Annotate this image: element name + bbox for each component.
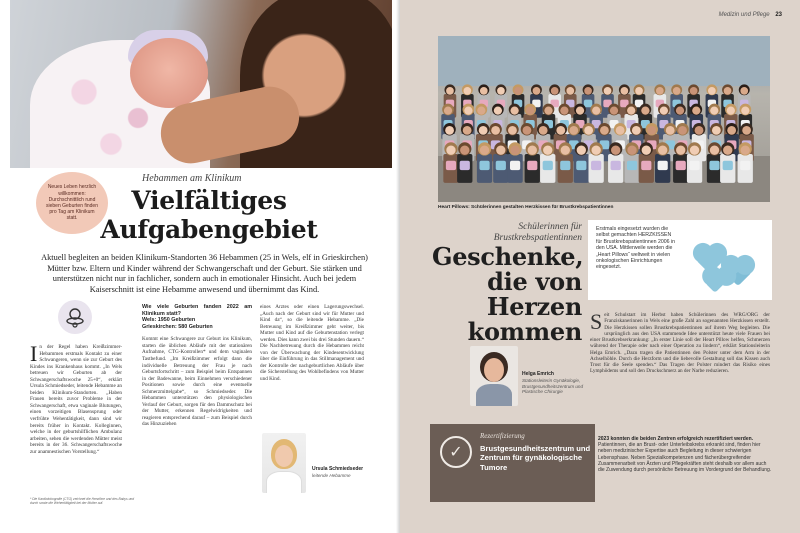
- student-face: [610, 107, 618, 115]
- student-face: [584, 126, 593, 135]
- heart-pillow: [641, 161, 651, 170]
- portrait-photo: [262, 433, 306, 493]
- cert-title: Brustgesundheitszentrum und Zentrum für gynäkologische Tumore: [480, 444, 591, 472]
- heart-pillow: [584, 100, 592, 108]
- student-face: [611, 146, 620, 155]
- portrait-photo-right: [470, 346, 518, 406]
- student-face: [741, 107, 749, 115]
- student-face: [708, 87, 716, 95]
- student-face: [569, 126, 578, 135]
- mother-newborn-photo: [10, 0, 392, 168]
- student-face: [695, 126, 704, 135]
- student-face: [627, 107, 635, 115]
- student-face: [539, 126, 548, 135]
- student-face: [710, 107, 718, 115]
- student-face: [523, 126, 532, 135]
- students-group-illustration: [438, 36, 770, 202]
- student-face: [723, 146, 732, 155]
- student-face: [627, 146, 636, 155]
- student-face: [508, 126, 517, 135]
- births-wels: Wels: 1950 Geburten: [142, 317, 196, 324]
- student-face: [479, 126, 488, 135]
- heart-pillow: [460, 161, 470, 170]
- student-face: [642, 146, 651, 155]
- article-kicker-right: Schülerinnen für Brustkrebspatientinnen: [493, 222, 582, 243]
- student-face: [528, 146, 537, 155]
- heart-pillow: [479, 161, 489, 170]
- cert-kicker: Rezertifizierung: [480, 432, 525, 440]
- student-face: [621, 87, 629, 95]
- article-kicker: Hebammen am Klinikum: [142, 173, 242, 184]
- student-face: [496, 146, 505, 155]
- student-face: [510, 107, 518, 115]
- student-face: [690, 87, 698, 95]
- student-face: [604, 87, 612, 95]
- infobox-text: Erstmals eingesetzt wurden die selbst gemachten HERZKISSEN für Brustkrebspatientinnen 2006 in den USA. Mittlerweile werden die „Heart Pillows“ weltweit in vielen onkologischen Einrichtungen eingesetzt.: [596, 226, 676, 271]
- heart-pillow-infobox: [588, 220, 772, 300]
- student-face: [446, 87, 454, 95]
- pacifier-icon: [58, 300, 92, 334]
- heart-pillow-icon: [705, 273, 725, 293]
- student-face: [676, 107, 684, 115]
- student-face: [658, 146, 667, 155]
- student-face: [692, 107, 700, 115]
- column-1-text: n der Regel haben Kreißzimmer-Hebammen erstmals Kontakt zu einer Schwangeren, wenn sie zur Geburt des Kindes ins Krankenhaus kommt. „In Wels betreuen wir Geburten ab der Schwangerschaftswoche 25+0“, erklärt Ursula Schmiedseder, leitende Hebamme an beiden Klinikum-Standorten. „Haben Frauen bereits zuvor Probleme in der Schwangerschaft, etwa vaginale Blutungen, einen vorzeitigen Blasensprung oder verfrühte Wehentätigkeit, dann sind wir bereits früher in Kontakt. Kolleginnen, welche in der geburtshilflichen Ambulanz arbeiten, sehen die werdenden Mütter meist bereits in der 36. Schwangerschaftswoche zur anamnestischen Vorstellung.“: [30, 344, 122, 455]
- heart-pillow: [576, 161, 586, 170]
- heart-pillow: [611, 161, 621, 170]
- heart-pillow: [543, 161, 553, 170]
- student-face: [592, 107, 600, 115]
- person-name-right: Helga Emrich: [522, 371, 554, 377]
- student-face: [494, 107, 502, 115]
- student-face: [514, 87, 522, 95]
- student-face: [566, 87, 574, 95]
- student-face: [464, 107, 472, 115]
- students-group-photo: [438, 36, 770, 202]
- student-face: [544, 107, 552, 115]
- student-face: [584, 87, 592, 95]
- student-face: [491, 126, 500, 135]
- footnote: * Die Kardiotokografie (CTG) zeichnet die Herztöne und des Babys und durch sowie die Wehentätigkeit bei der Mutter auf.: [30, 497, 135, 506]
- student-face: [656, 87, 664, 95]
- student-face: [660, 107, 668, 115]
- person-role-right: Stationsleiterin Gynäkologie, Brustgesundheitszentrum und Plastische Chirurgie: [522, 377, 584, 395]
- births-question: Wie viele Geburten fanden 2022 am Klinikum statt?: [142, 304, 252, 317]
- student-face: [464, 87, 472, 95]
- student-face: [463, 126, 472, 135]
- article-column-1: [30, 341, 122, 455]
- student-face: [445, 126, 454, 135]
- heart-pillow: [723, 161, 733, 170]
- person-role: leitende Hebamme: [312, 472, 351, 478]
- article-title: Vielfältiges Aufgabengebiet: [100, 186, 318, 244]
- student-face: [460, 146, 469, 155]
- student-face: [480, 87, 488, 95]
- student-face: [510, 146, 519, 155]
- cert-description: [598, 436, 772, 473]
- student-face: [480, 146, 489, 155]
- student-face: [551, 87, 559, 95]
- student-face: [635, 87, 643, 95]
- student-face: [647, 126, 656, 135]
- student-face: [710, 146, 719, 155]
- student-face: [616, 126, 625, 135]
- right-page: [400, 0, 800, 533]
- info-badge: Neues Leben herzlich willkommen: Durchschnittlich rund sieben Geburten finden pro Tag am Klinikum statt.: [36, 172, 108, 234]
- student-face: [673, 87, 681, 95]
- drop-cap: I: [30, 341, 38, 366]
- student-face: [497, 87, 505, 95]
- heart-pillow: [510, 161, 520, 170]
- page-header: [719, 12, 782, 18]
- column-3-text: eines Arztes oder einen Lagerungswechsel. „Auch nach der Geburt sind wir für Mutter und Kind da“, so die leitende Hebamme. „Die Betreuung im Kreißzimmer geht weiter, bis Mutter und Kind auf die Geburtenstation verlegt werden. Dies kann zwei bis drei Stunden dauern.“ Die Nachbetreuung durch die Hebammen reicht von der Überwachung der Kindesentwicklung über die Einführung in das Stillmanagement und der Kontrolle der nachgeburtlichen Abläufe über die Sicherstellung des Wohlbefindens von Mutter und Kind.: [260, 304, 364, 383]
- student-face: [446, 146, 455, 155]
- article-title-right: Geschenke, die von Herzen kommen: [432, 242, 584, 346]
- drop-cap-right: S: [590, 309, 603, 334]
- portrait-caption-right: [522, 372, 588, 395]
- heart-pillow: [709, 161, 719, 170]
- student-face: [742, 126, 751, 135]
- heart-pillow: [689, 161, 699, 170]
- births-grieskirchen: Grieskirchen: 580 Geburten: [142, 323, 213, 330]
- student-face: [727, 126, 736, 135]
- article-body-right: [590, 309, 770, 375]
- person-name: Ursula Schmiedseder: [312, 466, 364, 472]
- student-face: [560, 107, 568, 115]
- heart-pillow: [446, 161, 456, 170]
- student-face: [477, 107, 485, 115]
- student-face: [678, 126, 687, 135]
- student-face: [577, 146, 586, 155]
- student-face: [666, 126, 675, 135]
- portrait-caption: [312, 466, 372, 479]
- article-lead: Aktuell begleiten an beiden Klinikum-Standorten 36 Hebammen (25 in Wels, elf in Grieskirchen) Mütter bzw. Eltern und Kinder während der Schwangerschaft und der Geburt. Sie stärken und unterstützen nicht nur in fachlicher, sondern auch in emotionaler Hinsicht. Auch bei jedem Kaiserschnitt ist eine Hebamme anwesend und übernimmt das Kind.: [41, 253, 368, 294]
- student-face: [712, 126, 721, 135]
- student-face: [533, 87, 541, 95]
- heart-pillow: [740, 161, 750, 170]
- student-face: [632, 126, 641, 135]
- heart-pillow: [591, 161, 601, 170]
- heart-pillow: [560, 161, 570, 170]
- student-face: [676, 146, 685, 155]
- student-face: [740, 87, 748, 95]
- student-face: [591, 146, 600, 155]
- heart-pillow: [676, 161, 686, 170]
- heart-pillow: [527, 161, 537, 170]
- student-face: [600, 126, 609, 135]
- student-face: [576, 107, 584, 115]
- body-text-right: eit Schulstart im Herbst haben Schülerinnen des WRG/ORG der Franziskanerinnen in Wels eine große Zahl an sogenannten Herzkissen erstellt. Die Herzkissen sollen Brustkrebspatientinnen auf ihrem Weg begleiten. Die ursprünglich aus den USA stammende Idee unterstützt heute viele Frauen bei einer Brustkrebserkrankung: „In erster Linie soll der Heart Pillow helfen, Schmerzen während der Therapie oder nach einer Operation zu lindern“, erklärt Stationsleiterin Helga Emrich. „Dazu tragen die Patientinnen den Polster unter dem Arm in der Achselhöhle. Durch die Herzform und die liebevolle Gestaltung soll das Kissen auch Trost für die Seele spenden.“ Das Tragen der Polster mindert das Risiko eines Lymphödems und soll den Druckschmerz an der Narbe reduzieren.: [590, 312, 770, 375]
- student-face: [556, 126, 565, 135]
- cert-text: Patientinnen, die an Brust- oder Unterleibskrebs erkrankt sind, finden hier neben medizinischer Expertise auch Begleitung in dieser schwierigen Lebensphase. Neben Spezialkompetenzen und fächerübergreifender Zusammenarbeit von Ärzten und Pflegekräften steht deshalb vor allem auch die Zuwendung durch persönliche Betreuung im Vordergrund der Behandlung.: [598, 442, 772, 474]
- student-face: [561, 146, 570, 155]
- article-column-2: [142, 304, 252, 428]
- certification-box: [430, 424, 595, 502]
- page-number: 23: [775, 12, 782, 18]
- student-face: [543, 146, 552, 155]
- photo-caption: Heart Pillows: Schülerinnen gestalten Herzkissen für Brustkrebspatientinnen: [438, 205, 614, 210]
- student-face: [727, 107, 735, 115]
- student-face: [444, 107, 452, 115]
- cert-lead: 2023 konnten die beiden Zentren erfolgreich rezertifiziert werden.: [598, 436, 754, 442]
- heart-pillow: [658, 161, 668, 170]
- checkmark-seal-icon: ✓: [440, 436, 472, 468]
- student-face: [526, 107, 534, 115]
- section-name: Medizin und Pflege: [718, 12, 770, 18]
- column-2-text: Kommt eine Schwangere zur Geburt ins Klinikum, starten die üblichen Abläufe mit der stationären Aufnahme, CTG-Kontrollen* und dem vaginalen Tastbefund. „Im Kreißzimmer erfolgt dann die individuelle Betreuung der Frau je nach Geburtsfortschritt – zum Beispiel beim Entspannen in der Badewanne, beim Einnehmen verschiedener Positionen sowie durch eine eventuelle Schmerzmittelgabe“, so Schmiedseder. Die Hebammen unterstützen den physiologischen Verlauf der Geburt, sorgen für den Dammschutz bei der Mutter, erkennen Regelwidrigkeiten und reagieren entsprechend darauf – zum Beispiel durch das Hinzuziehen: [142, 336, 252, 428]
- heart-pillow: [496, 161, 506, 170]
- student-face: [690, 146, 699, 155]
- student-face: [724, 87, 732, 95]
- heart-pillow: [627, 161, 637, 170]
- article-column-3: [260, 304, 364, 383]
- student-face: [641, 107, 649, 115]
- student-face: [741, 146, 750, 155]
